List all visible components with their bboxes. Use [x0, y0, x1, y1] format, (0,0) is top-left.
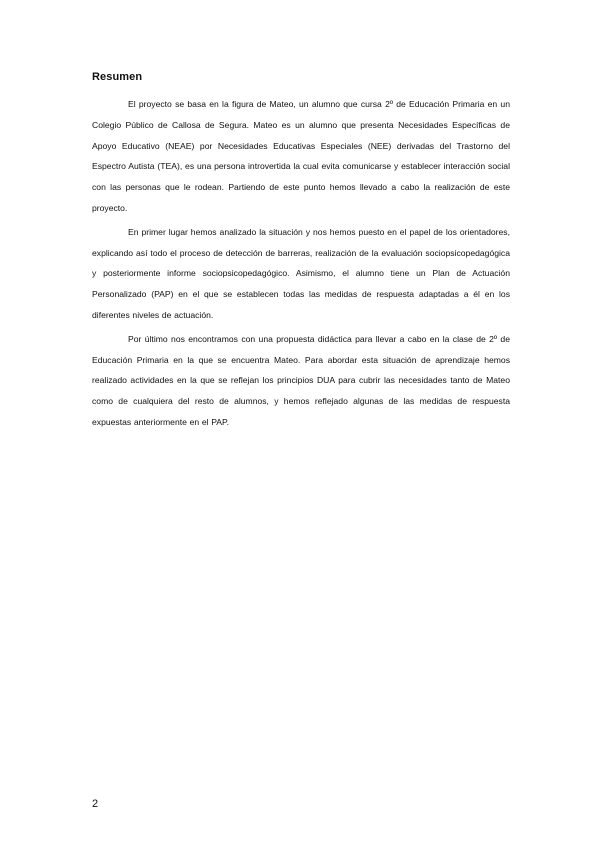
abstract-paragraph-2: En primer lugar hemos analizado la situación y nos hemos puesto en el papel de los orientadores, explicando así todo el proceso de detección de barreras, realización de la evaluación sociopsicopedagógica y posteriormente informe sociopsicopedagógico. Asimismo, el alumno tiene un Plan de Actuación Personalizado (PAP) en el que se establecen todas las medidas de respuesta adaptadas a él en los diferentes niveles de actuación. — [92, 226, 510, 320]
abstract-paragraph-1: El proyecto se basa en la figura de Mateo, un alumno que cursa 2º de Educación Primaria en un Colegio Público de Callosa de Segura. Mateo es un alumno que presenta Necesidades Específicas de Apoyo Educativo (NEAE) por Necesidades Educativas Especiales (NEE) derivadas del Trastorno del Espectro Autista (TEA), es una persona introvertida la cual evita comunicarse y establecer interacción social con las personas que le rodean. Partiendo de este punto hemos llevado a cabo la realización de este proyecto. — [92, 99, 510, 213]
abstract-paragraph-3: Por último nos encontramos con una propuesta didáctica para llevar a cabo en la clase de 2º de Educación Primaria en la que se encuentra Mateo. Para abordar esta situación de aprendizaje hemos realizado actividades en la que se reflejan los principios DUA para cubrir las necesidades tanto de Mateo como de cualquiera del resto de alumnos, y hemos reflejado algunas de las medidas de respuesta expuestas anteriormente en el PAP. — [92, 333, 510, 427]
section-heading: Resumen — [92, 71, 143, 83]
abstract-body — [92, 94, 510, 436]
page-number: 2 — [92, 798, 99, 810]
